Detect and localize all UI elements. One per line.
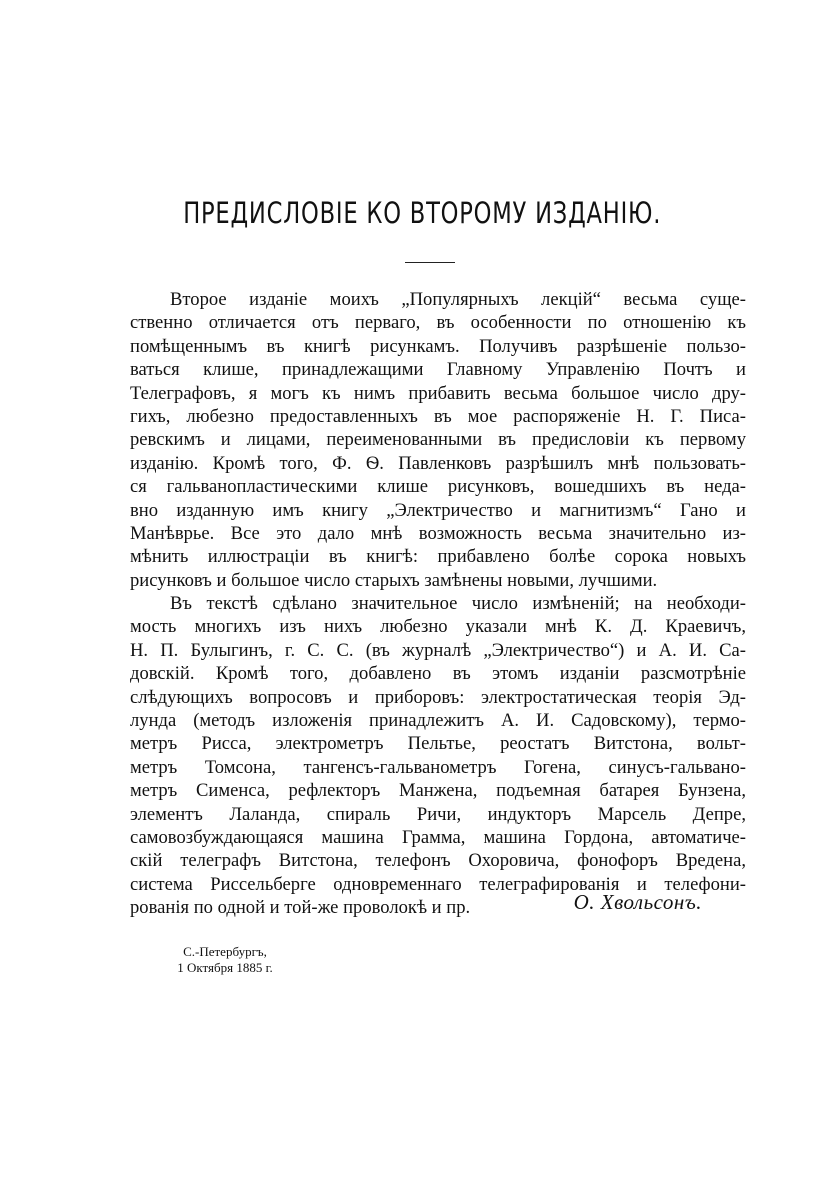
title-divider bbox=[405, 262, 455, 263]
text-line: ся гальванопластическими клише рисунковъ, вошедшихъ въ неда- bbox=[130, 476, 746, 498]
text-line: Манѣврье. Все это дало мнѣ возможность весьма значительно из- bbox=[130, 522, 746, 544]
text-line: вно изданную имъ книгу „Электричество и магнитизмъ“ Гано и bbox=[130, 499, 746, 521]
text-line: помѣщеннымъ въ книгѣ рисункамъ. Получивъ разрѣшеніе пользо- bbox=[130, 335, 746, 357]
text-line: скій телеграфъ Витстона, телефонъ Охоровича, фонофоръ Вредена, bbox=[130, 850, 746, 872]
text-line: метръ Томсона, тангенсъ-гальванометръ Гогена, синусъ-гальвано- bbox=[130, 756, 746, 778]
place-text: С.-Петербургъ, bbox=[183, 944, 267, 959]
text-line: ваться клише, принадлежащими Главному Управленію Почтъ и bbox=[130, 359, 746, 381]
text-line: лунда (методъ изложенія принадлежитъ А. И. Садовскому), термо- bbox=[130, 710, 746, 732]
text-line: элементъ Лаланда, спираль Ричи, индукторъ Марсель Депре, bbox=[130, 803, 746, 825]
text-line: довскій. Кромѣ того, добавлено въ этомъ изданіи разсмотрѣніе bbox=[130, 663, 746, 685]
text-line: метръ Рисса, электрометръ Пельтье, реостатъ Витстона, вольт- bbox=[130, 733, 746, 755]
text-line: Н. П. Булыгинъ, г. С. С. (въ журналѣ „Электричество“) и А. И. Са- bbox=[130, 639, 746, 661]
text-line: метръ Сименса, рефлекторъ Манжена, подъемная батарея Бунзена, bbox=[130, 780, 746, 802]
text-line: система Риссельберге одновременнаго телеграфированія и телефони- bbox=[130, 873, 746, 895]
place-date bbox=[150, 944, 300, 976]
text-line: Телеграфовъ, я могъ къ нимъ прибавить весьма большое число дру- bbox=[130, 382, 746, 404]
preface-body bbox=[130, 288, 746, 920]
text-line: слѣдующихъ вопросовъ и приборовъ: электростатическая теорія Эд- bbox=[130, 686, 746, 708]
text-line: ственно отличается отъ перваго, въ особенности по отношенію къ bbox=[130, 312, 746, 334]
text-line: изданію. Кромѣ того, Ф. Ѳ. Павленковъ разрѣшилъ мнѣ пользовать- bbox=[130, 452, 746, 474]
date-text: 1 Октября 1885 г. bbox=[177, 960, 273, 975]
text-line: гихъ, любезно предоставленныхъ въ мое распоряженіе Н. Г. Писа- bbox=[130, 405, 746, 427]
text-line: мость многихъ изъ нихъ любезно указали мнѣ К. Д. Краевичъ, bbox=[130, 616, 746, 638]
text-line: мѣнить иллюстраціи въ книгѣ: прибавлено болѣе сорока новыхъ bbox=[130, 546, 746, 568]
text-line: рованія по одной и той-же проволокѣ и пр. bbox=[130, 897, 471, 919]
text-line: рисунковъ и большое число старыхъ замѣнены новыми, лучшими. bbox=[130, 569, 658, 591]
text-line: Въ текстѣ сдѣлано значительное число измѣненій; на необходи- bbox=[170, 593, 746, 615]
author-signature: О. Хвольсонъ. bbox=[573, 890, 702, 914]
text-line: ревскимъ и лицами, переименованными въ предисловіи къ первому bbox=[130, 429, 746, 451]
page-title: ПРЕДИСЛОВІЕ КО ВТОРОМУ ИЗДАНІЮ. bbox=[183, 196, 662, 230]
text-line: самовозбуждающаяся машина Грамма, машина Гордона, автоматиче- bbox=[130, 826, 746, 848]
text-line: Второе изданіе моихъ „Популярныхъ лекцій“ весьма суще- bbox=[170, 289, 746, 310]
